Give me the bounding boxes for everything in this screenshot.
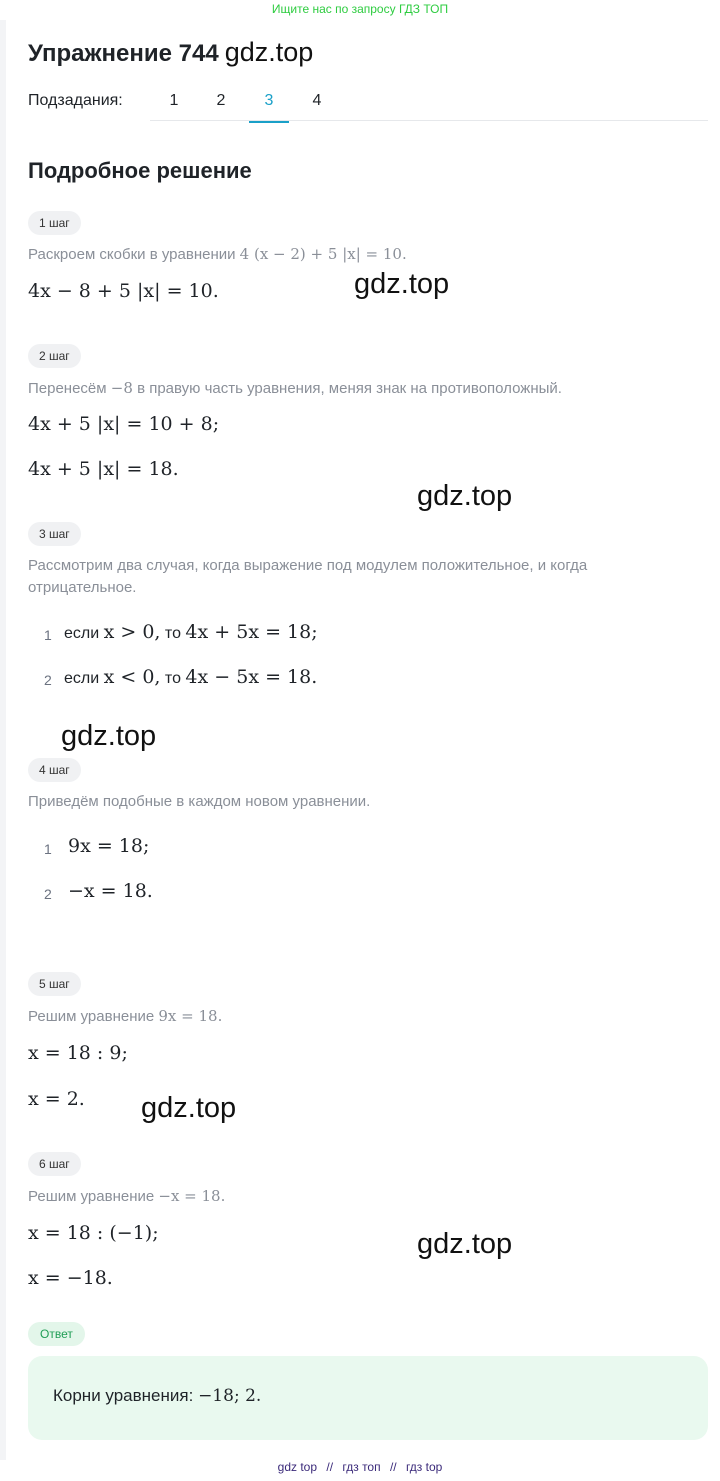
step-6-desc-text: Решим уравнение xyxy=(28,1188,155,1205)
watermark: gdz.top xyxy=(417,480,513,512)
step-3-item-1-number: 1 xyxy=(44,627,52,643)
step-2-desc-pre: Перенесём xyxy=(28,380,107,397)
step-1-desc-text: Раскроем скобки в уравнении xyxy=(28,246,236,263)
watermark: gdz.top xyxy=(61,720,157,752)
answer-badge: Ответ xyxy=(28,1322,85,1346)
step-2-desc-math: −8 xyxy=(110,379,133,397)
page-title xyxy=(28,37,313,68)
footer-link-2[interactable]: гдз топ xyxy=(342,1460,381,1474)
step-3-item-2-if: если xyxy=(64,670,100,687)
footer-link-3[interactable]: гдз top xyxy=(405,1460,443,1474)
step-6-equation-1: x = 18 : (−1); xyxy=(28,1222,159,1244)
step-4-item-1-equation: 9x = 18; xyxy=(68,835,150,857)
step-4-badge: 4 шаг xyxy=(28,758,81,782)
tab-2[interactable]: 2 xyxy=(216,92,226,109)
exercise-title: Упражнение 744 xyxy=(28,40,219,67)
step-2-desc-post: в правую часть уравнения, меняя знак на противоположный. xyxy=(137,380,562,397)
section-title: Подробное решение xyxy=(28,158,252,183)
answer-math: −18; 2. xyxy=(198,1386,262,1406)
step-3-item-1 xyxy=(64,621,318,643)
tab-1[interactable]: 1 xyxy=(169,92,179,109)
step-1-description xyxy=(28,243,668,266)
step-6-description xyxy=(28,1185,668,1208)
step-3-item-2 xyxy=(64,666,317,688)
step-4-item-2-number: 2 xyxy=(44,886,52,902)
step-4-item-2-equation: −x = 18. xyxy=(68,880,153,902)
step-3-item-1-then: то xyxy=(164,625,181,642)
step-5-desc-text: Решим уравнение xyxy=(28,1008,155,1025)
step-3-item-2-then: то xyxy=(164,670,181,687)
answer-label-text: Корни уравнения: xyxy=(53,1386,194,1405)
tab-3[interactable]: 3 xyxy=(249,92,289,123)
step-3-badge: 3 шаг xyxy=(28,522,81,546)
subtasks-row xyxy=(28,92,718,122)
step-1-badge: 1 шаг xyxy=(28,211,81,235)
watermark: gdz.top xyxy=(141,1092,237,1124)
step-3-item-2-condition: x < 0, xyxy=(103,666,161,688)
answer-box xyxy=(28,1356,708,1440)
step-3-item-1-equation: 4x + 5x = 18; xyxy=(185,621,318,643)
subtasks-label: Подзадания: xyxy=(28,92,123,109)
step-2-equation-1: 4x + 5 |x| = 10 + 8; xyxy=(28,413,220,435)
step-5-desc-math: 9x = 18. xyxy=(158,1007,223,1025)
footer-links xyxy=(0,1460,720,1474)
solution-card xyxy=(6,20,720,1460)
answer-text xyxy=(53,1386,261,1406)
step-6-desc-math: −x = 18. xyxy=(158,1187,226,1205)
step-2-equation-2: 4x + 5 |x| = 18. xyxy=(28,458,179,480)
step-2-description xyxy=(28,377,668,400)
step-2-badge: 2 шаг xyxy=(28,344,81,368)
search-hint-banner: Ищите нас по запросу ГДЗ ТОП xyxy=(271,2,449,16)
step-3-item-2-number: 2 xyxy=(44,672,52,688)
step-3-item-1-condition: x > 0, xyxy=(103,621,161,643)
step-4-item-1-number: 1 xyxy=(44,841,52,857)
step-6-equation-2: x = −18. xyxy=(28,1267,113,1289)
step-6-badge: 6 шаг xyxy=(28,1152,81,1176)
step-1-desc-math: 4 (x − 2) + 5 |x| = 10. xyxy=(239,245,407,263)
watermark-title: gdz.top xyxy=(224,37,314,67)
step-3-description: Рассмотрим два случая, когда выражение под модулем положительное, и когда отрицательное. xyxy=(28,557,588,596)
step-3-item-1-if: если xyxy=(64,625,100,642)
step-3-item-2-equation: 4x − 5x = 18. xyxy=(185,666,318,688)
footer-link-1[interactable]: gdz top xyxy=(277,1460,318,1474)
step-4-description: Приведём подобные в каждом новом уравнении. xyxy=(28,793,371,810)
watermark: gdz.top xyxy=(417,1228,513,1260)
watermark: gdz.top xyxy=(354,268,450,300)
step-1-equation-1: 4x − 8 + 5 |x| = 10. xyxy=(28,280,219,302)
step-5-equation-1: x = 18 : 9; xyxy=(28,1042,128,1064)
footer-separator-2: // xyxy=(389,1460,397,1474)
footer-separator-1: // xyxy=(326,1460,334,1474)
step-5-equation-2: x = 2. xyxy=(28,1088,85,1110)
step-5-description xyxy=(28,1005,668,1028)
step-5-badge: 5 шаг xyxy=(28,972,81,996)
tab-4[interactable]: 4 xyxy=(312,92,322,109)
